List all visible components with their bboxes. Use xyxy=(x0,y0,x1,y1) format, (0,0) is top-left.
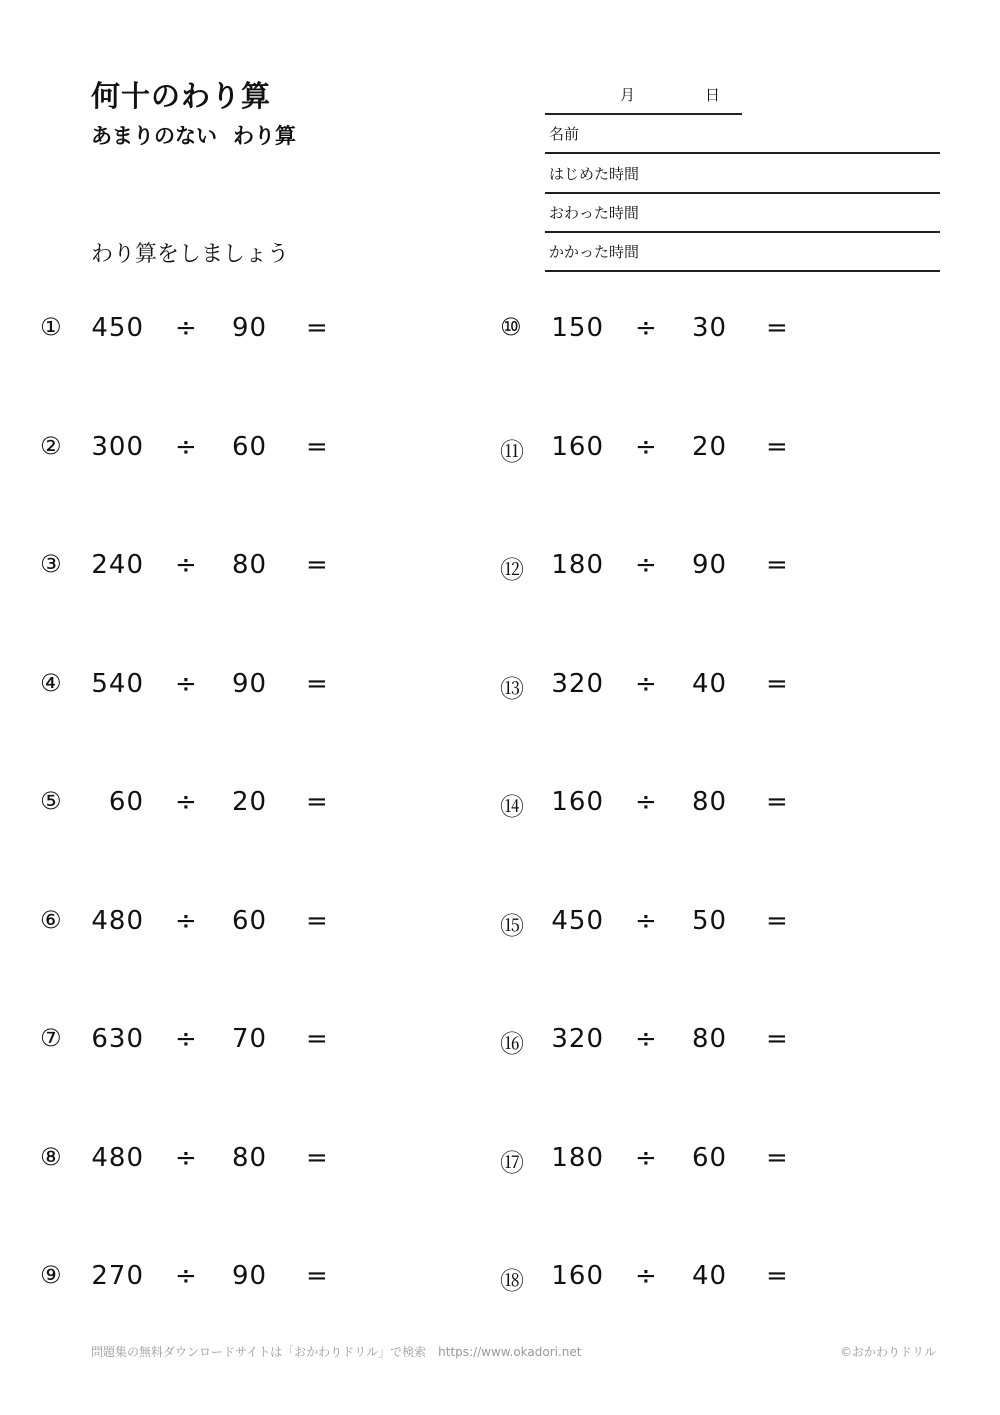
problem-dividend: 180 xyxy=(551,550,604,580)
problem-divisor: 60 xyxy=(232,905,268,936)
problem-divisor: 40 xyxy=(692,668,728,699)
problem-number: ⑧ xyxy=(40,1142,63,1171)
problem-divisor: 50 xyxy=(692,905,728,936)
division-sign: ÷ xyxy=(635,1142,658,1173)
problem-dividend: 270 xyxy=(91,1261,144,1291)
equals-sign: = xyxy=(306,668,329,699)
day-label: 日 xyxy=(705,86,721,104)
equals-sign: = xyxy=(766,1261,789,1291)
name-label: 名前 xyxy=(549,125,580,143)
elapsed-time-field[interactable] xyxy=(545,232,940,272)
problem-dividend: 160 xyxy=(551,431,604,462)
division-sign: ÷ xyxy=(175,313,198,343)
elapsed-time-label: かかった時間 xyxy=(549,243,640,261)
worksheet-subtitle xyxy=(91,120,296,150)
date-field[interactable] xyxy=(545,80,742,115)
equals-sign: = xyxy=(766,550,789,580)
problem-number: ⑫ xyxy=(500,556,525,584)
problem-divisor: 40 xyxy=(692,1261,728,1291)
equals-sign: = xyxy=(766,431,789,462)
equals-sign: = xyxy=(306,905,329,936)
division-sign: ÷ xyxy=(635,1024,658,1054)
problem-number: ⑱ xyxy=(500,1267,525,1295)
problem-number: ⑯ xyxy=(500,1030,525,1058)
name-field[interactable] xyxy=(545,114,940,154)
problem-divisor: 20 xyxy=(232,787,268,817)
equals-sign: = xyxy=(306,431,329,462)
subtitle-part-a: あまりのない xyxy=(91,124,217,148)
problem-divisor: 90 xyxy=(232,313,268,343)
problem-dividend: 320 xyxy=(551,1024,604,1054)
problem-divisor: 80 xyxy=(692,787,728,817)
equals-sign: = xyxy=(306,313,329,343)
problem-divisor: 60 xyxy=(232,431,268,462)
equals-sign: = xyxy=(766,905,789,936)
problem-divisor: 60 xyxy=(692,1142,728,1173)
division-sign: ÷ xyxy=(635,1261,658,1291)
problem-number: ⑬ xyxy=(500,674,525,703)
problem-dividend: 480 xyxy=(91,1142,144,1173)
problem-divisor: 30 xyxy=(692,313,728,343)
worksheet-title: 何十のわり算 xyxy=(91,79,272,113)
problem-dividend: 450 xyxy=(551,905,604,936)
division-sign: ÷ xyxy=(175,905,198,936)
problem-divisor: 90 xyxy=(232,668,268,699)
division-sign: ÷ xyxy=(635,905,658,936)
problem-number: ⑰ xyxy=(500,1148,525,1177)
equals-sign: = xyxy=(766,1024,789,1054)
problem-divisor: 90 xyxy=(692,550,728,580)
problem-number: ⑦ xyxy=(40,1024,63,1052)
equals-sign: = xyxy=(306,1024,329,1054)
equals-sign: = xyxy=(306,1142,329,1173)
problem-dividend: 320 xyxy=(551,668,604,699)
division-sign: ÷ xyxy=(635,550,658,580)
problem-dividend: 60 xyxy=(108,787,144,817)
equals-sign: = xyxy=(766,668,789,699)
end-time-label: おわった時間 xyxy=(549,204,639,222)
division-sign: ÷ xyxy=(175,668,198,699)
division-sign: ÷ xyxy=(635,787,658,817)
problem-dividend: 150 xyxy=(551,313,604,343)
division-sign: ÷ xyxy=(175,1142,198,1173)
problem-number: ⑨ xyxy=(40,1261,63,1289)
problem-dividend: 160 xyxy=(551,1261,604,1291)
subtitle-part-b: わり算 xyxy=(233,124,296,148)
problem-number: ⑩ xyxy=(500,313,523,341)
division-sign: ÷ xyxy=(175,550,198,580)
equals-sign: = xyxy=(306,550,329,580)
division-sign: ÷ xyxy=(175,1024,198,1054)
division-sign: ÷ xyxy=(635,313,658,343)
division-sign: ÷ xyxy=(175,1261,198,1291)
problem-number: ⑥ xyxy=(40,905,63,934)
problem-number: ② xyxy=(40,431,63,460)
equals-sign: = xyxy=(306,1261,329,1291)
equals-sign: = xyxy=(766,313,789,343)
equals-sign: = xyxy=(766,787,789,817)
problem-divisor: 70 xyxy=(232,1024,268,1054)
division-sign: ÷ xyxy=(635,668,658,699)
problem-dividend: 240 xyxy=(91,550,144,580)
problem-dividend: 180 xyxy=(551,1142,604,1173)
problem-number: ③ xyxy=(40,550,63,578)
equals-sign: = xyxy=(306,787,329,817)
problem-divisor: 80 xyxy=(232,550,268,580)
problem-divisor: 20 xyxy=(692,431,728,462)
problem-number: ⑮ xyxy=(500,911,525,940)
problem-number: ⑤ xyxy=(40,787,63,815)
footer-copyright: ©おかわりドリル xyxy=(839,1345,936,1359)
problem-dividend: 300 xyxy=(91,431,144,462)
problem-dividend: 540 xyxy=(91,668,144,699)
instruction-text: わり算をしましょう xyxy=(91,242,290,267)
problem-dividend: 160 xyxy=(551,787,604,817)
problem-number: ⑪ xyxy=(500,437,525,466)
problem-number: ① xyxy=(40,313,63,341)
problem-number: ⑭ xyxy=(500,793,525,821)
division-sign: ÷ xyxy=(635,431,658,462)
division-sign: ÷ xyxy=(175,787,198,817)
month-label: 月 xyxy=(620,86,636,104)
footer-site-text: 問題集の無料ダウンロードサイトは「おかわりドリル」で検索 https://www.okadori.net xyxy=(91,1345,582,1359)
end-time-field[interactable] xyxy=(545,193,940,233)
problem-divisor: 80 xyxy=(232,1142,268,1173)
equals-sign: = xyxy=(766,1142,789,1173)
start-time-field[interactable] xyxy=(545,154,940,194)
problem-dividend: 450 xyxy=(91,313,144,343)
start-time-label: はじめた時間 xyxy=(549,165,640,183)
problem-dividend: 630 xyxy=(91,1024,144,1054)
division-sign: ÷ xyxy=(175,431,198,462)
problem-dividend: 480 xyxy=(91,905,144,936)
problem-divisor: 90 xyxy=(232,1261,268,1291)
problem-number: ④ xyxy=(40,668,63,697)
problem-divisor: 80 xyxy=(692,1024,728,1054)
